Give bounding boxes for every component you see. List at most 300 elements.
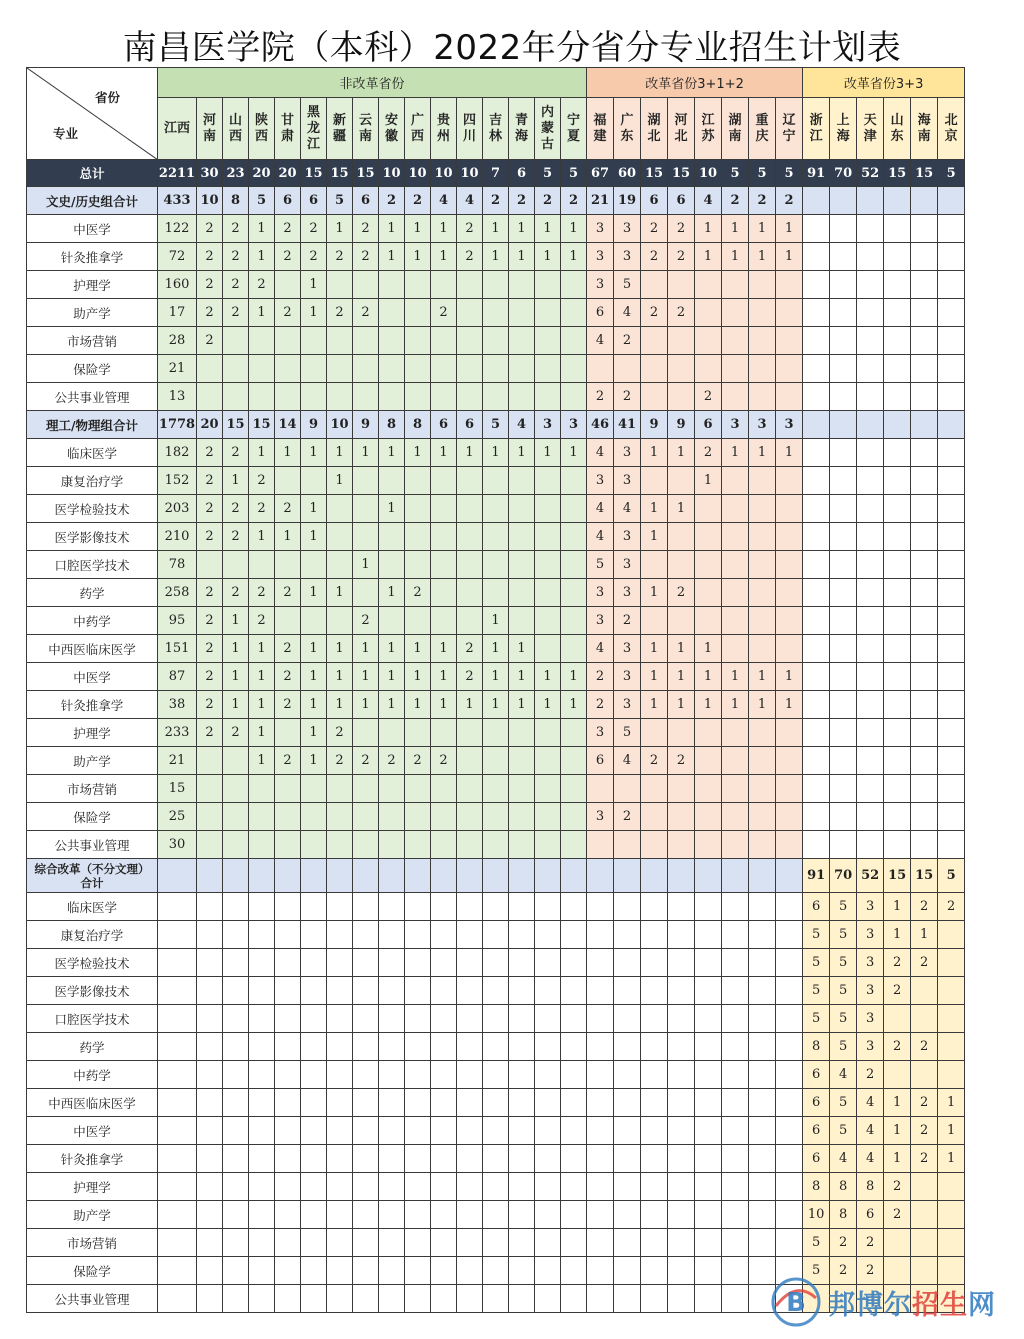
plan-cell xyxy=(431,719,457,747)
plan-cell xyxy=(301,831,327,859)
plan-cell: 1 xyxy=(405,439,431,467)
plan-cell xyxy=(301,921,327,949)
province-header xyxy=(353,98,379,160)
total-cell: 20 xyxy=(249,160,275,187)
province-name: 青海 xyxy=(514,112,528,144)
province-header xyxy=(776,98,803,160)
plan-cell: 3 xyxy=(857,1033,884,1061)
plan-cell xyxy=(641,1061,668,1089)
plan-cell xyxy=(776,1173,803,1201)
total-cell: 2211 xyxy=(158,160,197,187)
plan-cell xyxy=(803,439,830,467)
total-cell: 5 xyxy=(938,160,965,187)
plan-cell xyxy=(431,977,457,1005)
plan-cell: 160 xyxy=(158,271,197,299)
plan-cell xyxy=(327,977,353,1005)
plan-cell xyxy=(830,579,857,607)
province-header xyxy=(561,98,587,160)
plan-cell xyxy=(431,921,457,949)
plan-cell xyxy=(223,1173,249,1201)
plan-cell xyxy=(722,1061,749,1089)
plan-cell xyxy=(535,495,561,523)
plan-cell xyxy=(197,355,223,383)
plan-cell xyxy=(405,1005,431,1033)
plan-cell xyxy=(749,1117,776,1145)
province-name: 河北 xyxy=(674,112,688,144)
plan-cell xyxy=(830,831,857,859)
plan-cell xyxy=(695,327,722,355)
province-name: 广西 xyxy=(410,112,424,144)
plan-cell xyxy=(776,1089,803,1117)
plan-cell xyxy=(327,607,353,635)
subtotal-cell: 5 xyxy=(483,411,509,439)
plan-cell xyxy=(722,1117,749,1145)
subtotal-cell xyxy=(197,859,223,893)
province-name: 吉林 xyxy=(488,112,502,144)
plan-cell xyxy=(884,1229,911,1257)
plan-cell: 72 xyxy=(158,243,197,271)
plan-cell xyxy=(857,439,884,467)
total-cell: 10 xyxy=(379,160,405,187)
plan-cell: 3 xyxy=(587,467,614,495)
plan-cell: 4 xyxy=(857,1117,884,1145)
total-cell: 5 xyxy=(749,160,776,187)
plan-cell xyxy=(249,1089,275,1117)
subtotal-cell: 46 xyxy=(587,411,614,439)
plan-cell xyxy=(197,1033,223,1061)
province-name: 上海 xyxy=(836,112,850,144)
plan-cell: 1 xyxy=(249,299,275,327)
plan-cell xyxy=(405,467,431,495)
plan-cell: 2 xyxy=(197,299,223,327)
plan-cell xyxy=(668,921,695,949)
plan-cell: 1 xyxy=(722,243,749,271)
plan-cell xyxy=(457,271,483,299)
table-row xyxy=(27,691,965,719)
plan-cell xyxy=(749,495,776,523)
subtotal-cell: 3 xyxy=(561,411,587,439)
plan-cell xyxy=(379,893,405,921)
subtotal-cell: 4 xyxy=(695,187,722,215)
subtotal-cell: 6 xyxy=(431,411,457,439)
plan-cell: 1 xyxy=(301,495,327,523)
plan-cell: 1 xyxy=(431,215,457,243)
plan-cell: 1 xyxy=(749,215,776,243)
plan-cell xyxy=(431,1033,457,1061)
plan-cell xyxy=(379,803,405,831)
plan-cell xyxy=(249,1229,275,1257)
plan-cell xyxy=(614,1201,641,1229)
plan-cell: 2 xyxy=(301,215,327,243)
plan-cell xyxy=(509,299,535,327)
plan-cell xyxy=(457,1117,483,1145)
plan-cell xyxy=(749,327,776,355)
plan-cell xyxy=(457,1033,483,1061)
plan-cell xyxy=(803,691,830,719)
plan-cell: 2 xyxy=(197,439,223,467)
plan-cell xyxy=(327,327,353,355)
plan-cell xyxy=(431,1089,457,1117)
total-cell: 70 xyxy=(830,160,857,187)
subtotal-cell: 9 xyxy=(668,411,695,439)
plan-cell xyxy=(249,1117,275,1145)
plan-cell xyxy=(641,831,668,859)
plan-cell xyxy=(587,831,614,859)
plan-cell xyxy=(405,921,431,949)
plan-cell: 1 xyxy=(301,635,327,663)
plan-cell xyxy=(722,775,749,803)
plan-cell: 2 xyxy=(830,1229,857,1257)
province-name: 黑龙江 xyxy=(306,104,320,152)
plan-cell xyxy=(379,1117,405,1145)
plan-cell xyxy=(223,355,249,383)
plan-cell xyxy=(327,1117,353,1145)
diagonal-line xyxy=(27,68,158,160)
plan-cell xyxy=(223,949,249,977)
plan-cell: 1 xyxy=(722,691,749,719)
plan-cell: 4 xyxy=(614,495,641,523)
plan-cell xyxy=(776,775,803,803)
plan-cell xyxy=(722,1201,749,1229)
plan-cell xyxy=(695,1229,722,1257)
plan-cell xyxy=(158,1005,197,1033)
major-name: 市场营销 xyxy=(27,327,158,355)
plan-cell xyxy=(405,523,431,551)
plan-cell xyxy=(509,383,535,411)
plan-cell xyxy=(535,977,561,1005)
plan-cell xyxy=(884,691,911,719)
plan-cell xyxy=(353,921,379,949)
subtotal-cell: 6 xyxy=(695,411,722,439)
plan-cell: 210 xyxy=(158,523,197,551)
plan-cell xyxy=(535,1285,561,1313)
plan-cell xyxy=(509,355,535,383)
plan-cell xyxy=(509,1061,535,1089)
plan-cell xyxy=(614,1117,641,1145)
plan-cell xyxy=(722,523,749,551)
plan-cell xyxy=(561,327,587,355)
plan-cell xyxy=(695,775,722,803)
plan-cell xyxy=(938,327,965,355)
plan-cell: 2 xyxy=(884,1173,911,1201)
plan-cell: 1 xyxy=(483,439,509,467)
plan-cell: 1 xyxy=(776,663,803,691)
plan-cell: 2 xyxy=(197,243,223,271)
plan-cell xyxy=(749,775,776,803)
plan-cell xyxy=(668,1201,695,1229)
plan-cell xyxy=(509,775,535,803)
plan-cell xyxy=(379,327,405,355)
plan-cell xyxy=(457,893,483,921)
plan-cell: 2 xyxy=(197,579,223,607)
plan-cell xyxy=(483,921,509,949)
plan-cell xyxy=(561,607,587,635)
plan-cell xyxy=(405,1145,431,1173)
plan-cell xyxy=(803,719,830,747)
plan-cell xyxy=(695,949,722,977)
plan-cell xyxy=(776,1117,803,1145)
plan-cell xyxy=(722,831,749,859)
plan-cell xyxy=(803,579,830,607)
plan-cell xyxy=(483,775,509,803)
plan-cell xyxy=(379,551,405,579)
subtotal-cell xyxy=(223,859,249,893)
plan-cell xyxy=(301,1257,327,1285)
plan-cell xyxy=(327,271,353,299)
major-name: 口腔医学技术 xyxy=(27,551,158,579)
plan-cell: 8 xyxy=(857,1173,884,1201)
plan-cell xyxy=(749,803,776,831)
plan-cell xyxy=(275,803,301,831)
plan-cell: 1 xyxy=(641,579,668,607)
plan-cell xyxy=(483,1285,509,1313)
major-name: 医学检验技术 xyxy=(27,949,158,977)
major-name: 药学 xyxy=(27,579,158,607)
total-cell: 67 xyxy=(587,160,614,187)
plan-cell xyxy=(722,803,749,831)
plan-cell: 2 xyxy=(641,243,668,271)
group-title-2: 改革省份3+3 xyxy=(803,68,965,98)
plan-cell: 1 xyxy=(483,663,509,691)
plan-cell xyxy=(197,949,223,977)
plan-cell: 3 xyxy=(857,921,884,949)
plan-cell xyxy=(379,1089,405,1117)
plan-cell xyxy=(327,495,353,523)
plan-cell: 4 xyxy=(587,439,614,467)
plan-cell xyxy=(405,1285,431,1313)
province-name: 甘肃 xyxy=(280,112,294,144)
plan-cell: 1 xyxy=(249,719,275,747)
plan-cell xyxy=(431,271,457,299)
plan-cell xyxy=(275,1257,301,1285)
province-header xyxy=(379,98,405,160)
plan-cell xyxy=(614,355,641,383)
plan-cell: 1 xyxy=(776,215,803,243)
plan-cell xyxy=(911,551,938,579)
plan-cell xyxy=(509,921,535,949)
plan-cell xyxy=(197,775,223,803)
plan-cell: 1 xyxy=(327,467,353,495)
plan-cell xyxy=(327,1005,353,1033)
plan-cell xyxy=(535,1229,561,1257)
plan-cell xyxy=(158,921,197,949)
plan-cell xyxy=(722,893,749,921)
plan-cell xyxy=(158,977,197,1005)
plan-cell xyxy=(776,1201,803,1229)
plan-cell: 2 xyxy=(587,383,614,411)
plan-cell: 95 xyxy=(158,607,197,635)
plan-cell: 2 xyxy=(379,747,405,775)
plan-cell xyxy=(275,1033,301,1061)
plan-cell xyxy=(535,607,561,635)
plan-cell xyxy=(275,607,301,635)
subtotal-cell: 41 xyxy=(614,411,641,439)
plan-cell xyxy=(483,271,509,299)
plan-cell: 3 xyxy=(614,663,641,691)
plan-cell xyxy=(275,719,301,747)
subtotal-cell: 4 xyxy=(457,187,483,215)
plan-cell: 15 xyxy=(158,775,197,803)
plan-cell xyxy=(457,921,483,949)
corner-cell xyxy=(27,68,158,160)
subtotal-cell: 5 xyxy=(249,187,275,215)
plan-cell xyxy=(509,893,535,921)
plan-cell xyxy=(722,1257,749,1285)
plan-cell: 2 xyxy=(457,215,483,243)
plan-cell xyxy=(275,921,301,949)
plan-cell: 1 xyxy=(509,215,535,243)
plan-cell xyxy=(668,551,695,579)
plan-cell: 2 xyxy=(301,243,327,271)
table-row xyxy=(27,1201,965,1229)
plan-cell xyxy=(695,1033,722,1061)
plan-cell: 1 xyxy=(249,691,275,719)
plan-cell xyxy=(379,949,405,977)
plan-cell xyxy=(431,1201,457,1229)
plan-cell xyxy=(857,299,884,327)
major-name: 护理学 xyxy=(27,719,158,747)
plan-cell xyxy=(830,523,857,551)
plan-cell xyxy=(641,1033,668,1061)
plan-cell xyxy=(353,1229,379,1257)
plan-cell: 2 xyxy=(431,747,457,775)
subtotal-cell: 70 xyxy=(830,859,857,893)
plan-cell xyxy=(249,1285,275,1313)
plan-cell xyxy=(641,1005,668,1033)
plan-cell xyxy=(776,355,803,383)
plan-cell xyxy=(587,1201,614,1229)
svg-text:B: B xyxy=(786,1288,806,1318)
plan-cell xyxy=(483,949,509,977)
group-header-row xyxy=(27,68,965,98)
plan-cell xyxy=(776,383,803,411)
province-name: 内蒙古 xyxy=(540,104,554,152)
province-header xyxy=(722,98,749,160)
plan-cell: 1 xyxy=(938,1117,965,1145)
plan-cell xyxy=(938,523,965,551)
plan-cell xyxy=(275,383,301,411)
plan-cell xyxy=(668,719,695,747)
plan-cell xyxy=(803,747,830,775)
plan-cell: 1 xyxy=(641,523,668,551)
plan-cell xyxy=(857,355,884,383)
plan-cell: 5 xyxy=(614,719,641,747)
plan-cell: 2 xyxy=(249,467,275,495)
province-header xyxy=(509,98,535,160)
major-name: 公共事业管理 xyxy=(27,383,158,411)
subtotal-cell: 6 xyxy=(301,187,327,215)
plan-cell xyxy=(197,831,223,859)
plan-cell: 3 xyxy=(614,551,641,579)
plan-cell xyxy=(695,523,722,551)
plan-cell xyxy=(197,747,223,775)
plan-cell xyxy=(695,893,722,921)
plan-cell: 1 xyxy=(249,663,275,691)
plan-cell xyxy=(535,523,561,551)
plan-cell: 2 xyxy=(223,215,249,243)
plan-cell xyxy=(457,299,483,327)
province-header xyxy=(911,98,938,160)
plan-cell: 2 xyxy=(197,635,223,663)
plan-cell xyxy=(830,607,857,635)
plan-cell xyxy=(405,719,431,747)
plan-cell xyxy=(857,271,884,299)
plan-cell xyxy=(197,1173,223,1201)
plan-cell: 1 xyxy=(301,579,327,607)
subtotal-cell xyxy=(327,859,353,893)
total-cell: 15 xyxy=(668,160,695,187)
plan-cell xyxy=(197,1117,223,1145)
table-row xyxy=(27,439,965,467)
plan-cell xyxy=(561,775,587,803)
plan-cell: 1 xyxy=(722,439,749,467)
plan-cell xyxy=(857,327,884,355)
plan-cell xyxy=(695,803,722,831)
major-name: 市场营销 xyxy=(27,775,158,803)
plan-cell xyxy=(722,1033,749,1061)
plan-cell: 2 xyxy=(884,977,911,1005)
plan-cell: 1 xyxy=(327,215,353,243)
plan-cell xyxy=(803,243,830,271)
plan-cell xyxy=(405,893,431,921)
major-name: 康复治疗学 xyxy=(27,921,158,949)
plan-cell xyxy=(938,467,965,495)
plan-cell: 152 xyxy=(158,467,197,495)
plan-cell xyxy=(857,691,884,719)
plan-cell xyxy=(379,467,405,495)
plan-cell: 233 xyxy=(158,719,197,747)
subtotal-cell xyxy=(749,859,776,893)
plan-cell xyxy=(776,635,803,663)
plan-cell: 1 xyxy=(431,439,457,467)
plan-cell xyxy=(587,355,614,383)
province-name: 福建 xyxy=(593,112,607,144)
subtotal-cell: 2 xyxy=(483,187,509,215)
plan-cell xyxy=(483,1145,509,1173)
plan-cell xyxy=(857,467,884,495)
plan-cell xyxy=(722,1229,749,1257)
plan-cell: 8 xyxy=(830,1173,857,1201)
plan-cell: 1 xyxy=(301,271,327,299)
plan-cell xyxy=(695,719,722,747)
watermark xyxy=(770,1272,1015,1332)
total-cell: 5 xyxy=(776,160,803,187)
plan-cell: 25 xyxy=(158,803,197,831)
plan-cell xyxy=(722,977,749,1005)
plan-cell xyxy=(641,271,668,299)
plan-cell: 1 xyxy=(535,439,561,467)
plan-cell: 2 xyxy=(327,243,353,271)
plan-cell: 78 xyxy=(158,551,197,579)
plan-cell: 1 xyxy=(405,691,431,719)
plan-cell xyxy=(223,1201,249,1229)
plan-cell xyxy=(911,299,938,327)
plan-cell xyxy=(830,691,857,719)
plan-cell xyxy=(379,271,405,299)
plan-cell xyxy=(353,1257,379,1285)
major-name: 医学影像技术 xyxy=(27,523,158,551)
plan-cell xyxy=(911,243,938,271)
plan-cell xyxy=(379,1005,405,1033)
plan-cell xyxy=(483,1117,509,1145)
plan-cell xyxy=(509,831,535,859)
plan-cell xyxy=(938,977,965,1005)
plan-cell xyxy=(301,775,327,803)
plan-cell xyxy=(722,1285,749,1313)
major-name: 公共事业管理 xyxy=(27,831,158,859)
plan-cell: 2 xyxy=(197,467,223,495)
plan-cell xyxy=(379,977,405,1005)
